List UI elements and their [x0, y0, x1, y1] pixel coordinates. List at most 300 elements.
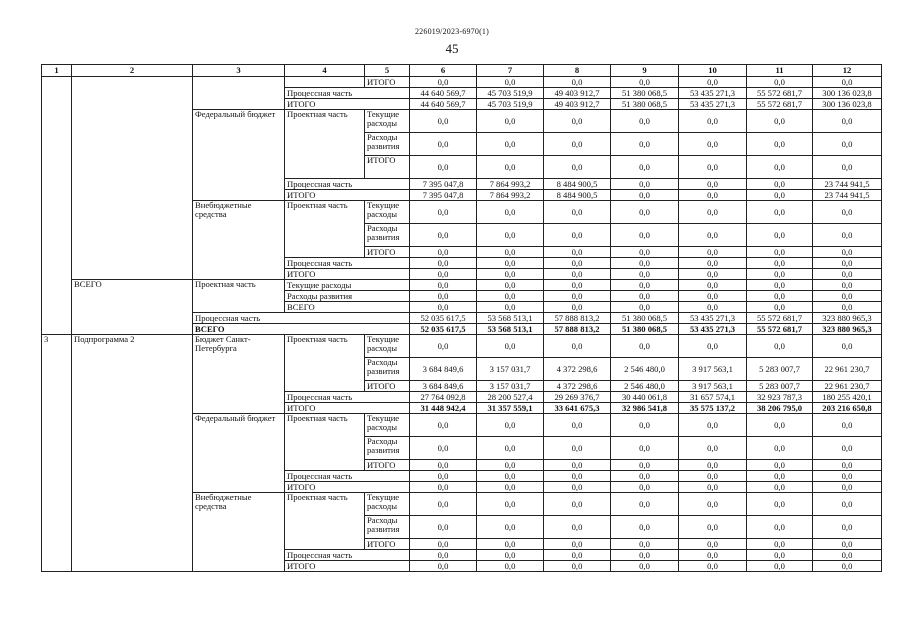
row-label: ИТОГО [285, 561, 410, 572]
value-cell: 0,0 [611, 414, 679, 437]
source-cell: Бюджет Санкт-Петербурга [193, 335, 285, 414]
value-cell: 0,0 [410, 482, 477, 493]
value-cell: 0,0 [410, 280, 477, 291]
value-cell: 0,0 [611, 539, 679, 550]
value-cell: 0,0 [679, 77, 747, 88]
value-cell: 0,0 [813, 247, 882, 258]
value-cell: 5 283 007,7 [747, 381, 813, 392]
value-cell: 0,0 [477, 280, 544, 291]
value-cell: 0,0 [747, 291, 813, 302]
value-cell: 0,0 [544, 258, 611, 269]
row-label: Процессная часть [285, 550, 410, 561]
value-cell: 0,0 [747, 471, 813, 482]
row-label: Процессная часть [285, 471, 410, 482]
value-cell: 0,0 [410, 414, 477, 437]
budget-table [41, 64, 882, 572]
value-cell: 0,0 [410, 201, 477, 224]
column-header: 11 [747, 65, 813, 77]
value-cell: 0,0 [410, 539, 477, 550]
value-cell: 0,0 [747, 201, 813, 224]
value-cell: 0,0 [544, 437, 611, 460]
value-cell: 7 395 047,8 [410, 179, 477, 190]
value-cell: 0,0 [813, 77, 882, 88]
row-label: ИТОГО [285, 482, 410, 493]
value-cell: 0,0 [813, 437, 882, 460]
value-cell: 0,0 [544, 156, 611, 179]
row-label: ИТОГО [285, 269, 410, 280]
value-cell: 8 484 900,5 [544, 190, 611, 201]
value-cell: 0,0 [747, 414, 813, 437]
value-cell: 0,0 [747, 156, 813, 179]
value-cell: 0,0 [679, 482, 747, 493]
row-label: Процессная часть [285, 392, 410, 403]
value-cell: 0,0 [544, 335, 611, 358]
value-cell: 0,0 [544, 561, 611, 572]
value-cell: 0,0 [410, 561, 477, 572]
value-cell: 0,0 [611, 550, 679, 561]
value-cell: 0,0 [679, 258, 747, 269]
value-cell: 0,0 [747, 190, 813, 201]
value-cell: 31 448 942,4 [410, 403, 477, 414]
source-cell: Федеральный бюджет [193, 110, 285, 201]
value-cell: 32 986 541,8 [611, 403, 679, 414]
value-cell: 0,0 [813, 280, 882, 291]
value-cell: 3 684 849,6 [410, 358, 477, 381]
value-cell: 0,0 [410, 302, 477, 313]
value-cell: 0,0 [611, 437, 679, 460]
value-cell: 0,0 [544, 471, 611, 482]
value-cell: 51 380 068,5 [611, 99, 679, 110]
value-cell: 0,0 [544, 516, 611, 539]
column-header: 7 [477, 65, 544, 77]
value-cell: 0,0 [679, 550, 747, 561]
source-cell: Внебюджетные средства [193, 201, 285, 280]
value-cell: 0,0 [813, 539, 882, 550]
value-cell: 0,0 [477, 302, 544, 313]
row-label: Процессная часть [285, 88, 410, 99]
row-label: Процессная часть [285, 258, 410, 269]
value-cell: 57 888 813,2 [544, 324, 611, 335]
value-cell: 0,0 [747, 110, 813, 133]
value-cell: 0,0 [544, 482, 611, 493]
part-cell: Проектная часть [285, 335, 365, 392]
row-number-cell [42, 77, 72, 335]
value-cell: 0,0 [747, 335, 813, 358]
value-cell: 45 703 519,9 [477, 99, 544, 110]
value-cell: 52 035 617,5 [410, 313, 477, 324]
value-cell: 300 136 023,8 [813, 99, 882, 110]
value-cell: 0,0 [477, 550, 544, 561]
value-cell: 0,0 [747, 437, 813, 460]
value-cell: 0,0 [410, 77, 477, 88]
value-cell: 0,0 [611, 335, 679, 358]
value-cell: 0,0 [747, 482, 813, 493]
value-cell: 0,0 [747, 493, 813, 516]
column-header: 5 [365, 65, 410, 77]
column-header: 6 [410, 65, 477, 77]
value-cell: 29 269 376,7 [544, 392, 611, 403]
value-cell: 0,0 [477, 156, 544, 179]
value-cell: 0,0 [544, 493, 611, 516]
value-cell: 55 572 681,7 [747, 324, 813, 335]
value-cell: 38 206 795,0 [747, 403, 813, 414]
row-number-cell: 3 [42, 335, 72, 572]
value-cell: 0,0 [410, 156, 477, 179]
value-cell: 0,0 [544, 550, 611, 561]
value-cell: 0,0 [611, 302, 679, 313]
value-cell: 0,0 [410, 224, 477, 247]
value-cell: 323 880 965,3 [813, 313, 882, 324]
row-label: Расходы развития [365, 224, 410, 247]
source-cell: Федеральный бюджет [193, 414, 285, 493]
column-header: 3 [193, 65, 285, 77]
value-cell: 0,0 [611, 201, 679, 224]
value-cell: 0,0 [477, 247, 544, 258]
value-cell: 4 372 298,6 [544, 381, 611, 392]
value-cell: 0,0 [477, 539, 544, 550]
row-label: ИТОГО [285, 99, 410, 110]
value-cell: 0,0 [679, 269, 747, 280]
part-cell: Проектная часть [285, 110, 365, 179]
row-label: Текущие расходы [365, 414, 410, 437]
value-cell: 0,0 [611, 77, 679, 88]
value-cell: 0,0 [611, 190, 679, 201]
value-cell: 0,0 [410, 516, 477, 539]
value-cell: 0,0 [544, 247, 611, 258]
value-cell: 51 380 068,5 [611, 88, 679, 99]
value-cell: 8 484 900,5 [544, 179, 611, 190]
value-cell: 22 961 230,7 [813, 381, 882, 392]
part-cell: Проектная часть [285, 493, 365, 550]
row-label: ИТОГО [365, 247, 410, 258]
value-cell: 0,0 [679, 493, 747, 516]
value-cell: 2 546 480,0 [611, 358, 679, 381]
column-header: 10 [679, 65, 747, 77]
value-cell: 0,0 [410, 437, 477, 460]
value-cell: 22 961 230,7 [813, 358, 882, 381]
value-cell: 0,0 [813, 156, 882, 179]
source-cell: Внебюджетные средства [193, 493, 285, 572]
value-cell: 0,0 [747, 550, 813, 561]
value-cell: 0,0 [477, 561, 544, 572]
value-cell: 0,0 [410, 247, 477, 258]
value-cell: 3 917 563,1 [679, 381, 747, 392]
value-cell: 44 640 569,7 [410, 99, 477, 110]
value-cell: 0,0 [611, 110, 679, 133]
column-header-row [42, 65, 882, 77]
value-cell: 0,0 [747, 280, 813, 291]
value-cell: 0,0 [611, 156, 679, 179]
value-cell: 53 435 271,3 [679, 99, 747, 110]
row-label: Текущие расходы [365, 201, 410, 224]
value-cell: 53 435 271,3 [679, 313, 747, 324]
value-cell: 0,0 [813, 516, 882, 539]
value-cell: 32 923 787,3 [747, 392, 813, 403]
value-cell: 0,0 [477, 133, 544, 156]
value-cell: 52 035 617,5 [410, 324, 477, 335]
value-cell: 0,0 [813, 224, 882, 247]
value-cell: 0,0 [747, 269, 813, 280]
value-cell: 0,0 [679, 516, 747, 539]
value-cell: 0,0 [410, 335, 477, 358]
source-cell: Проектная часть [193, 280, 285, 313]
value-cell: 0,0 [747, 179, 813, 190]
value-cell: 0,0 [813, 291, 882, 302]
row-label: ИТОГО [285, 403, 410, 414]
value-cell: 0,0 [679, 190, 747, 201]
value-cell: 203 216 650,8 [813, 403, 882, 414]
value-cell: 0,0 [544, 539, 611, 550]
value-cell: 0,0 [410, 460, 477, 471]
value-cell: 3 917 563,1 [679, 358, 747, 381]
value-cell: 0,0 [679, 437, 747, 460]
value-cell: 0,0 [813, 110, 882, 133]
value-cell: 33 641 675,3 [544, 403, 611, 414]
value-cell: 23 744 941,5 [813, 190, 882, 201]
value-cell: 0,0 [813, 561, 882, 572]
value-cell: 0,0 [544, 133, 611, 156]
value-cell: 0,0 [747, 224, 813, 247]
value-cell: 0,0 [477, 437, 544, 460]
value-cell: 0,0 [611, 280, 679, 291]
value-cell: 323 880 965,3 [813, 324, 882, 335]
value-cell: 0,0 [813, 335, 882, 358]
value-cell: 0,0 [611, 482, 679, 493]
value-cell: 0,0 [679, 224, 747, 247]
value-cell: 0,0 [813, 302, 882, 313]
value-cell: 3 157 031,7 [477, 358, 544, 381]
row-label: ИТОГО [365, 460, 410, 471]
value-cell: 31 357 559,1 [477, 403, 544, 414]
value-cell: 0,0 [679, 539, 747, 550]
value-cell: 0,0 [679, 460, 747, 471]
value-cell: 0,0 [747, 539, 813, 550]
value-cell: 27 764 092,8 [410, 392, 477, 403]
value-cell: 55 572 681,7 [747, 313, 813, 324]
value-cell: 0,0 [477, 471, 544, 482]
value-cell: 0,0 [679, 156, 747, 179]
value-cell: 0,0 [611, 247, 679, 258]
column-header: 4 [285, 65, 365, 77]
value-cell: 0,0 [611, 471, 679, 482]
program-name-cell [72, 77, 193, 280]
value-cell: 0,0 [611, 291, 679, 302]
value-cell: 0,0 [477, 482, 544, 493]
value-cell: 0,0 [813, 482, 882, 493]
row-label: ВСЕГО [285, 302, 410, 313]
value-cell: 0,0 [544, 291, 611, 302]
row-label: Расходы развития [365, 516, 410, 539]
value-cell: 0,0 [679, 302, 747, 313]
value-cell: 0,0 [410, 258, 477, 269]
value-cell: 0,0 [410, 550, 477, 561]
value-cell: 0,0 [679, 179, 747, 190]
value-cell: 0,0 [747, 302, 813, 313]
column-header: 12 [813, 65, 882, 77]
value-cell: 0,0 [679, 133, 747, 156]
value-cell: 0,0 [544, 460, 611, 471]
value-cell: 51 380 068,5 [611, 313, 679, 324]
value-cell: 0,0 [410, 493, 477, 516]
part-cell: Проектная часть [285, 201, 365, 258]
value-cell: 0,0 [611, 561, 679, 572]
value-cell: 0,0 [679, 291, 747, 302]
value-cell: 180 255 420,1 [813, 392, 882, 403]
value-cell: 0,0 [544, 302, 611, 313]
value-cell: 55 572 681,7 [747, 88, 813, 99]
row-label: ИТОГО [365, 539, 410, 550]
value-cell: 53 435 271,3 [679, 88, 747, 99]
value-cell: 0,0 [477, 110, 544, 133]
value-cell: 30 440 061,8 [611, 392, 679, 403]
value-cell: 0,0 [544, 280, 611, 291]
page-number: 45 [445, 41, 459, 56]
value-cell: 0,0 [747, 133, 813, 156]
value-cell: 0,0 [747, 516, 813, 539]
column-header: 8 [544, 65, 611, 77]
value-cell: 0,0 [410, 471, 477, 482]
value-cell: 300 136 023,8 [813, 88, 882, 99]
value-cell: 0,0 [813, 414, 882, 437]
value-cell: 0,0 [544, 77, 611, 88]
value-cell: 53 568 513,1 [477, 313, 544, 324]
value-cell: 0,0 [410, 110, 477, 133]
value-cell: 53 435 271,3 [679, 324, 747, 335]
value-cell: 0,0 [813, 550, 882, 561]
table-row [42, 335, 882, 358]
row-label: Расходы развития [365, 133, 410, 156]
row-label: Расходы развития [365, 358, 410, 381]
value-cell: 23 744 941,5 [813, 179, 882, 190]
value-cell: 0,0 [477, 258, 544, 269]
value-cell: 0,0 [611, 133, 679, 156]
value-cell: 0,0 [813, 471, 882, 482]
value-cell: 7 864 993,2 [477, 190, 544, 201]
value-cell: 0,0 [813, 269, 882, 280]
value-cell: 2 546 480,0 [611, 381, 679, 392]
value-cell: 28 200 527,4 [477, 392, 544, 403]
row-label: Текущие расходы [365, 493, 410, 516]
value-cell: 0,0 [544, 269, 611, 280]
value-cell: 0,0 [813, 201, 882, 224]
subprogram-name-cell: Подпрограмма 2 [72, 335, 193, 572]
value-cell: 0,0 [611, 258, 679, 269]
value-cell: 0,0 [544, 224, 611, 247]
value-cell: 53 568 513,1 [477, 324, 544, 335]
row-label: Расходы развития [285, 291, 410, 302]
value-cell: 0,0 [544, 201, 611, 224]
value-cell: 0,0 [611, 179, 679, 190]
value-cell: 0,0 [679, 335, 747, 358]
value-cell: 0,0 [747, 460, 813, 471]
value-cell: 0,0 [410, 291, 477, 302]
part-cell: Проектная часть [285, 414, 365, 471]
value-cell: 0,0 [611, 516, 679, 539]
value-cell: 0,0 [477, 516, 544, 539]
value-cell: 0,0 [813, 133, 882, 156]
row-label: Процессная часть [285, 179, 410, 190]
value-cell: 55 572 681,7 [747, 99, 813, 110]
vsego-label-cell: ВСЕГО [72, 280, 193, 335]
value-cell: 44 640 569,7 [410, 88, 477, 99]
value-cell: 4 372 298,6 [544, 358, 611, 381]
column-header: 2 [72, 65, 193, 77]
column-header: 1 [42, 65, 72, 77]
value-cell: 0,0 [477, 224, 544, 247]
table-row [42, 77, 882, 88]
value-cell: 0,0 [477, 335, 544, 358]
value-cell: 57 888 813,2 [544, 313, 611, 324]
value-cell: 0,0 [611, 460, 679, 471]
row-label: Текущие расходы [285, 280, 410, 291]
value-cell: 0,0 [679, 561, 747, 572]
value-cell: 0,0 [747, 247, 813, 258]
value-cell: 35 575 137,2 [679, 403, 747, 414]
value-cell: 0,0 [410, 133, 477, 156]
part-cell [285, 77, 365, 88]
row-label: Текущие расходы [365, 110, 410, 133]
row-label: Текущие расходы [365, 335, 410, 358]
value-cell: 51 380 068,5 [611, 324, 679, 335]
column-header: 9 [611, 65, 679, 77]
value-cell: 31 657 574,1 [679, 392, 747, 403]
value-cell: 0,0 [477, 291, 544, 302]
value-cell: 0,0 [679, 110, 747, 133]
row-label: Расходы развития [365, 437, 410, 460]
value-cell: 7 395 047,8 [410, 190, 477, 201]
value-cell: 0,0 [410, 269, 477, 280]
value-cell: 0,0 [679, 414, 747, 437]
value-cell: 0,0 [611, 269, 679, 280]
value-cell: 49 403 912,7 [544, 99, 611, 110]
value-cell: 0,0 [477, 460, 544, 471]
table-row [42, 280, 882, 291]
document-code: 226019/2023-6970(1) [414, 27, 489, 36]
value-cell: 7 864 993,2 [477, 179, 544, 190]
value-cell: 49 403 912,7 [544, 88, 611, 99]
value-cell: 3 684 849,6 [410, 381, 477, 392]
source-cell [193, 77, 285, 110]
value-cell: 0,0 [477, 414, 544, 437]
value-cell: 0,0 [813, 258, 882, 269]
value-cell: 0,0 [611, 224, 679, 247]
value-cell: 0,0 [477, 77, 544, 88]
value-cell: 0,0 [544, 414, 611, 437]
row-label: ВСЕГО [193, 324, 410, 335]
value-cell: 0,0 [477, 269, 544, 280]
value-cell: 5 283 007,7 [747, 358, 813, 381]
value-cell: 45 703 519,9 [477, 88, 544, 99]
value-cell: 0,0 [679, 201, 747, 224]
row-label: ИТОГО [365, 381, 410, 392]
value-cell: 0,0 [813, 493, 882, 516]
value-cell: 0,0 [477, 493, 544, 516]
value-cell: 0,0 [747, 561, 813, 572]
value-cell: 0,0 [747, 77, 813, 88]
row-label: Процессная часть [193, 313, 410, 324]
value-cell: 0,0 [679, 471, 747, 482]
value-cell: 0,0 [477, 201, 544, 224]
value-cell: 0,0 [544, 110, 611, 133]
row-label: ИТОГО [285, 190, 410, 201]
value-cell: 0,0 [679, 247, 747, 258]
row-label: ИТОГО [365, 77, 410, 88]
row-label: ИТОГО [365, 156, 410, 179]
value-cell: 3 157 031,7 [477, 381, 544, 392]
value-cell: 0,0 [679, 280, 747, 291]
value-cell: 0,0 [611, 493, 679, 516]
value-cell: 0,0 [813, 460, 882, 471]
